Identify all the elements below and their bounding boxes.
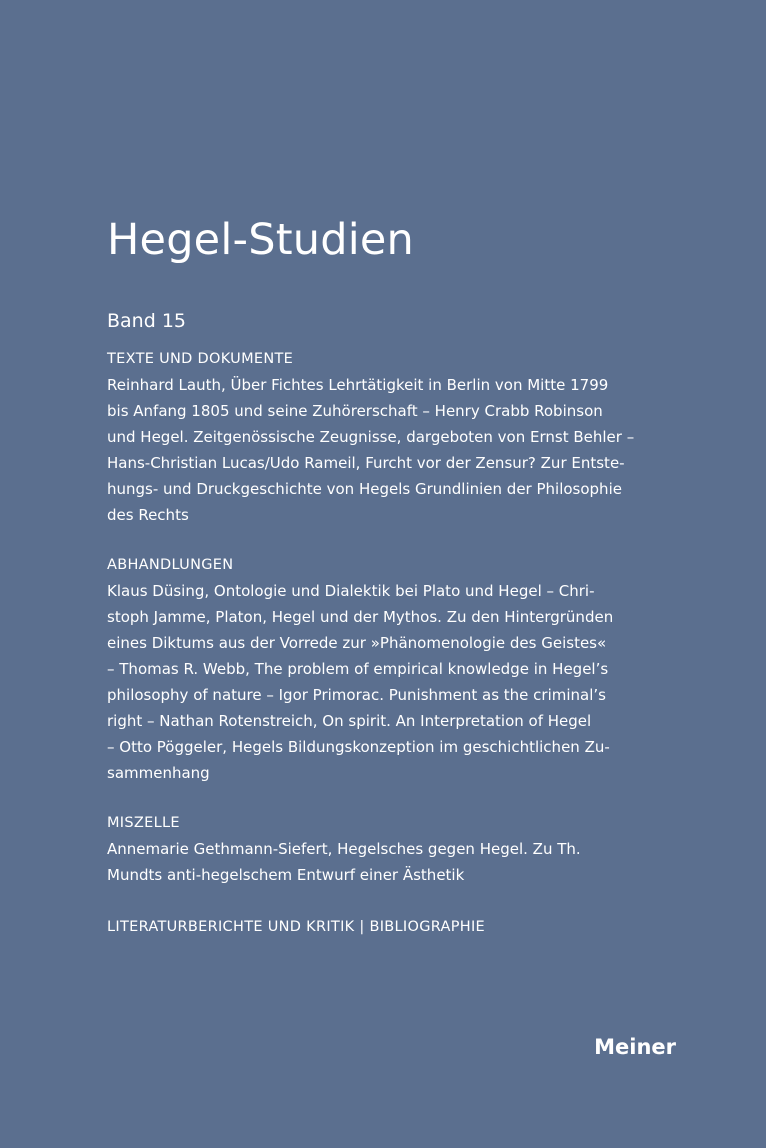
section-abhandlungen bbox=[107, 552, 667, 786]
content-line: Annemarie Gethmann-Siefert, Hegelsches gegen Hegel. Zu Th. bbox=[107, 840, 581, 858]
content-line: – Thomas R. Webb, The problem of empirical knowledge in Hegel’s bbox=[107, 660, 609, 678]
content-line: – Otto Pöggeler, Hegels Bildungskonzeption im geschichtlichen Zu- bbox=[107, 738, 610, 756]
section-heading: ABHANDLUNGEN bbox=[107, 557, 234, 573]
content-line: Hans-Christian Lucas/Udo Rameil, Furcht vor der Zensur? Zur Entste- bbox=[107, 454, 625, 472]
content-line: philosophy of nature – Igor Primorac. Punishment as the criminal’s bbox=[107, 686, 606, 704]
section-heading: MISZELLE bbox=[107, 815, 180, 831]
content-line: bis Anfang 1805 und seine Zuhörerschaft – Henry Crabb Robinson bbox=[107, 402, 603, 420]
content-line: sammenhang bbox=[107, 764, 210, 782]
footer-sections: LITERATURBERICHTE UND KRITIK | BIBLIOGRAPHIE bbox=[107, 919, 486, 935]
section-miszelle bbox=[107, 810, 667, 888]
content-line: des Rechts bbox=[107, 506, 189, 524]
publisher-logo: Meiner bbox=[594, 1035, 676, 1059]
book-title: Hegel-Studien bbox=[107, 215, 414, 265]
content-line: eines Diktums aus der Vorrede zur »Phänomenologie des Geistes« bbox=[107, 634, 607, 652]
content-line: hungs- und Druckgeschichte von Hegels Grundlinien der Philosophie bbox=[107, 480, 622, 498]
content-line: right – Nathan Rotenstreich, On spirit. An Interpretation of Hegel bbox=[107, 712, 592, 730]
content-line: stoph Jamme, Platon, Hegel und der Mythos. Zu den Hintergründen bbox=[107, 608, 614, 626]
content-line: Reinhard Lauth, Über Fichtes Lehrtätigkeit in Berlin von Mitte 1799 bbox=[107, 376, 609, 394]
section-heading: TEXTE UND DOKUMENTE bbox=[107, 351, 294, 367]
content-line: Mundts anti-hegelschem Entwurf einer Ästhetik bbox=[107, 866, 465, 884]
section-texte-und-dokumente bbox=[107, 346, 667, 528]
content-line: Klaus Düsing, Ontologie und Dialektik bei Plato und Hegel – Chri- bbox=[107, 582, 595, 600]
content-line: und Hegel. Zeitgenössische Zeugnisse, dargeboten von Ernst Behler – bbox=[107, 428, 635, 446]
table-of-contents bbox=[107, 346, 667, 912]
volume-label: Band 15 bbox=[107, 310, 186, 332]
